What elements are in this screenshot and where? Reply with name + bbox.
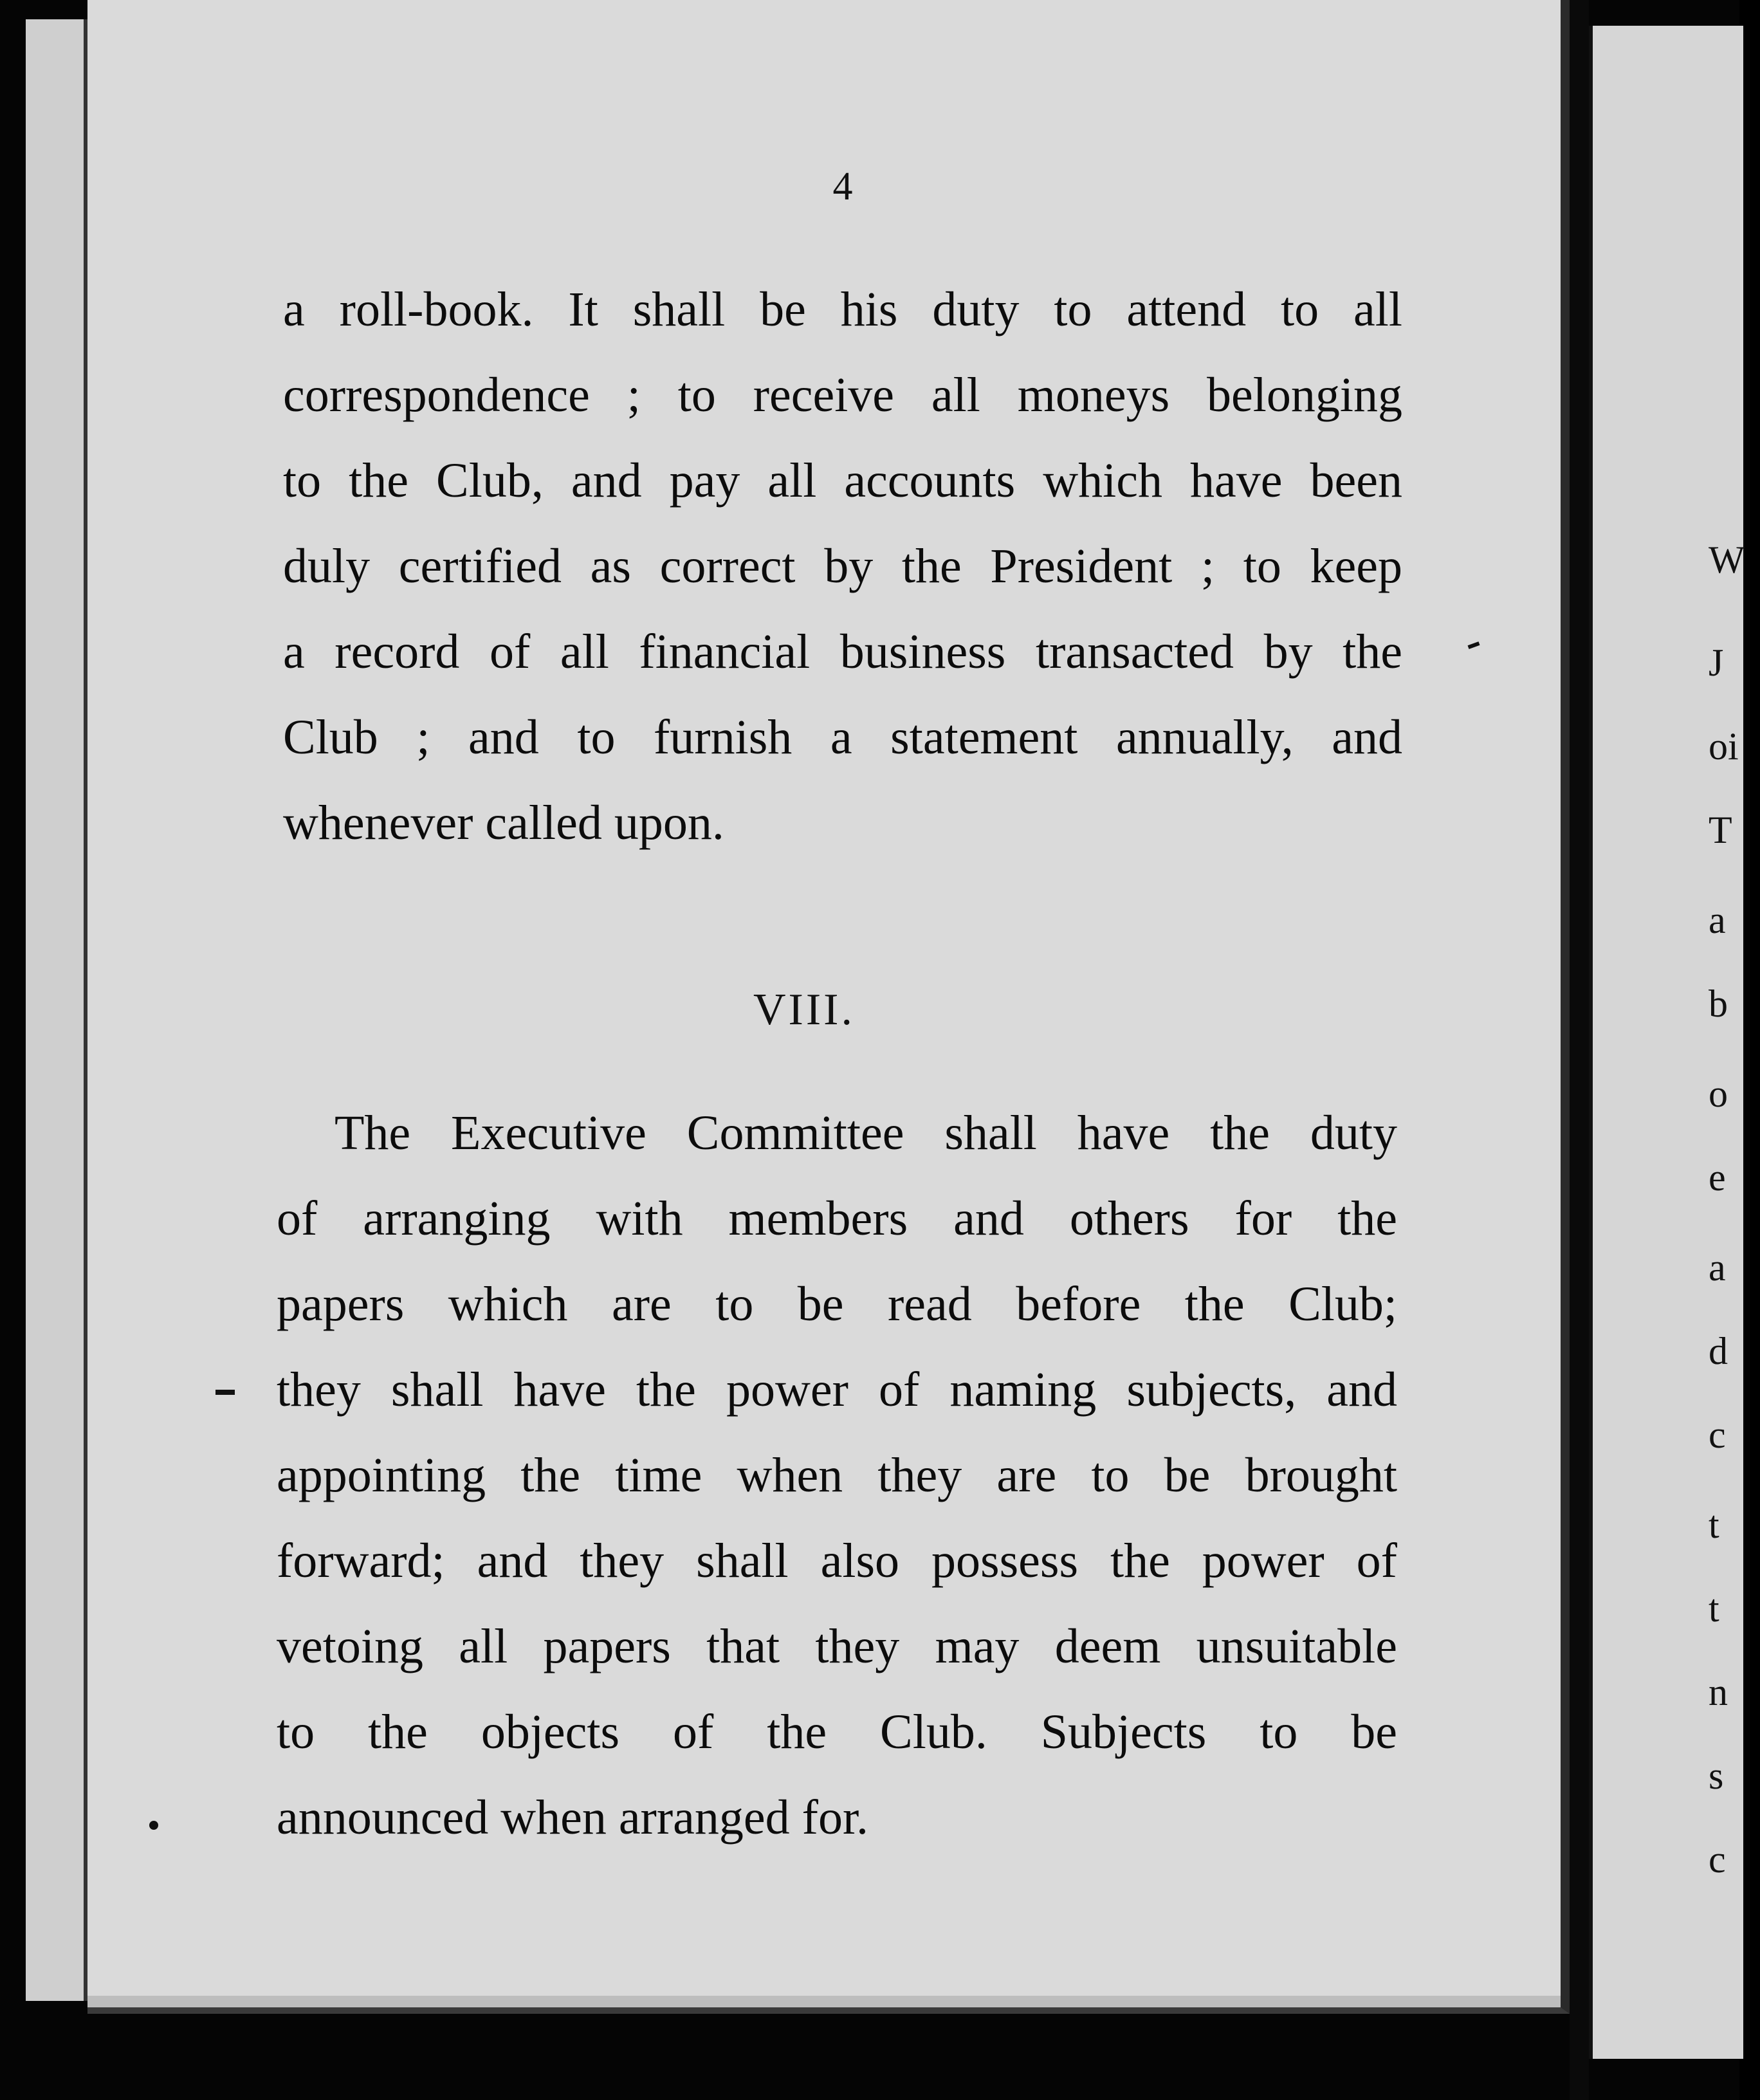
adjacent-page-fragment: e bbox=[1709, 1156, 1726, 1199]
text-line: announced when arranged for. bbox=[277, 1791, 869, 1845]
adjacent-page-fragment: T bbox=[1709, 809, 1732, 851]
adjacent-page-fragment: d bbox=[1709, 1330, 1728, 1372]
adjacent-page-fragment: c bbox=[1709, 1414, 1726, 1456]
adjacent-page-fragment: c bbox=[1709, 1838, 1726, 1881]
page-number: 4 bbox=[832, 165, 853, 208]
margin-mark bbox=[215, 1390, 235, 1395]
adjacent-page bbox=[1589, 26, 1743, 2059]
adjacent-page-fragment: n bbox=[1709, 1671, 1728, 1713]
text-line: a record of all financial business transacted by the bbox=[283, 625, 1402, 679]
text-line: appointing the time when they are to be brought bbox=[277, 1448, 1397, 1502]
text-line: whenever called upon. bbox=[283, 796, 724, 850]
text-line: Club ; and to furnish a statement annually, and bbox=[283, 710, 1402, 764]
adjacent-page-fragment: o bbox=[1709, 1073, 1728, 1115]
book-gutter bbox=[1570, 0, 1589, 2100]
text-line: to the objects of the Club. Subjects to be bbox=[277, 1705, 1397, 1759]
text-line: they shall have the power of naming subjects, and bbox=[277, 1363, 1397, 1417]
adjacent-page-fragment: t bbox=[1709, 1587, 1719, 1630]
text-line: duly certified as correct by the President ; to keep bbox=[283, 539, 1402, 593]
text-line: The Executive Committee shall have the duty bbox=[335, 1106, 1397, 1160]
adjacent-page-fragment: b bbox=[1709, 982, 1728, 1025]
text-line: papers which are to be read before the Club; bbox=[277, 1277, 1397, 1331]
text-line: a roll-book. It shall be his duty to attend to all bbox=[283, 282, 1402, 336]
adjacent-page-fragment: W bbox=[1709, 539, 1745, 581]
adjacent-page-fragment: J bbox=[1709, 641, 1724, 684]
ink-speck bbox=[149, 1821, 158, 1830]
adjacent-page-fragment: a bbox=[1709, 1246, 1726, 1289]
text-line: to the Club, and pay all accounts which have been bbox=[283, 454, 1402, 508]
previous-page-edge bbox=[26, 19, 87, 2001]
text-line: vetoing all papers that they may deem unsuitable bbox=[277, 1619, 1397, 1673]
text-line: correspondence ; to receive all moneys belonging bbox=[283, 368, 1402, 422]
text-line: forward; and they shall also possess the power of bbox=[277, 1534, 1397, 1588]
adjacent-page-fragment: t bbox=[1709, 1504, 1719, 1546]
adjacent-page-fragment: oi bbox=[1709, 725, 1739, 768]
adjacent-page-fragment: a bbox=[1709, 899, 1726, 941]
adjacent-page-fragment: s bbox=[1709, 1755, 1724, 1797]
paragraph-executive-committee bbox=[277, 1091, 1397, 1861]
paragraph-treasurer-duties bbox=[283, 267, 1402, 866]
text-line: of arranging with members and others for the bbox=[277, 1192, 1397, 1246]
section-heading: VIII. bbox=[753, 985, 855, 1035]
